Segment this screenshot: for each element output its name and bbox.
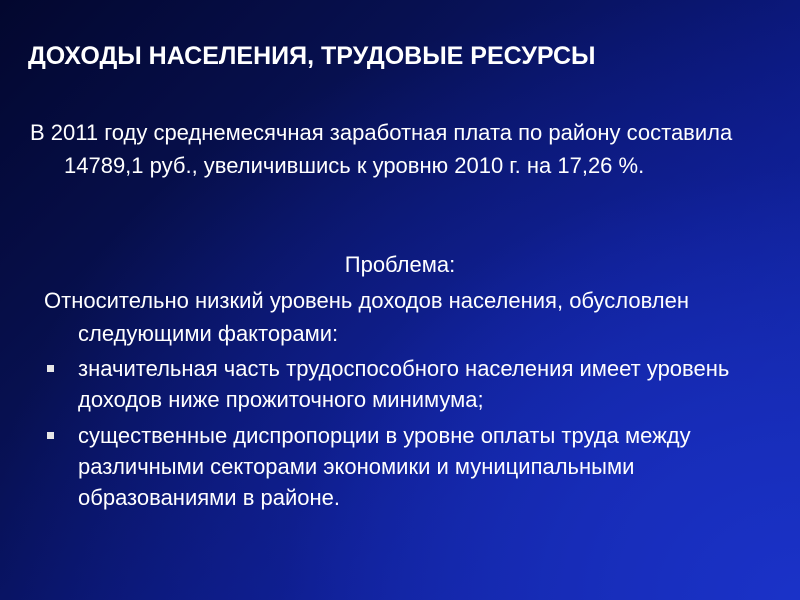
square-bullet-icon	[47, 365, 54, 372]
factor-list	[44, 353, 764, 518]
problem-heading: Проблема:	[344, 252, 456, 277]
list-item	[44, 420, 764, 513]
intro-text: В 2011 году среднемесячная заработная плата по району составила 14789,1 руб., увеличившись к уровню 2010 г. на 17,26 %.	[30, 120, 733, 178]
slide-title: ДОХОДЫ НАСЕЛЕНИЯ, ТРУДОВЫЕ РЕСУРСЫ	[28, 42, 596, 70]
intro-paragraph	[30, 116, 770, 182]
problem-description	[44, 284, 764, 350]
problem-description-text: Относительно низкий уровень доходов населения, обусловлен следующими факторами:	[44, 288, 690, 346]
list-item-text: значительная часть трудоспособного населения имеет уровень доходов ниже прожиточного минимума;	[78, 356, 730, 412]
square-bullet-icon	[47, 432, 54, 439]
list-item	[44, 353, 764, 415]
list-item-text: существенные диспропорции в уровне оплаты труда между различными секторами экономики и муниципальными образованиями в районе.	[78, 423, 691, 510]
